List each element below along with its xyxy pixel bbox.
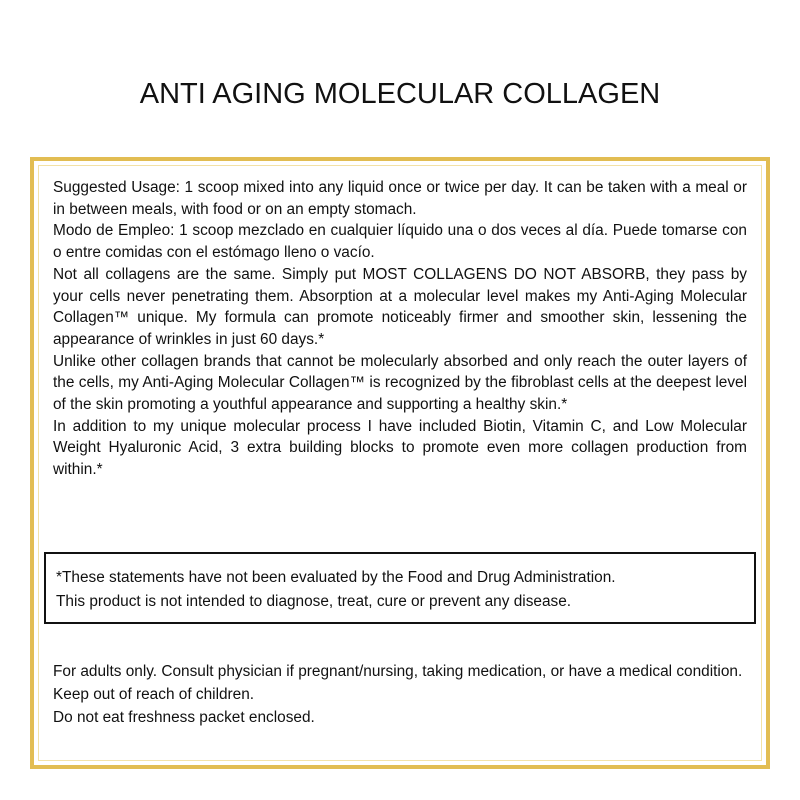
absorption-paragraph: Not all collagens are the same. Simply put MOST COLLAGENS DO NOT ABSORB, they pass by your cells never penetrating them. Absorption at a molecular level makes my Anti-Aging Molecular Collagen™ unique. My formula can promote noticeably firmer and smoother skin, lessening the appearance of wrinkles in just 60 days.*: [53, 265, 747, 348]
label-body-text: [53, 177, 747, 481]
fda-disclaimer-box: [44, 552, 756, 624]
fda-disclaimer-line-1: *These statements have not been evaluated by the Food and Drug Administration.: [56, 569, 616, 586]
warning-adults-only: For adults only. Consult physician if pregnant/nursing, taking medication, or have a medical condition. Keep out of reach of children.: [53, 663, 743, 703]
fda-disclaimer-line-2: This product is not intended to diagnose, treat, cure or prevent any disease.: [56, 593, 572, 610]
modo-de-empleo-paragraph: Modo de Empleo: 1 scoop mezclado en cualquier líquido una o dos veces al día. Puede tomarse con o entre comidas con el estómago lleno o vacío.: [53, 222, 747, 262]
fibroblast-paragraph: Unlike other collagen brands that cannot be molecularly absorbed and only reach the outer layers of the cells, my Anti-Aging Molecular Collagen™ is recognized by the fibroblast cells at the deepest level of the skin promoting a youthful appearance and supporting a healthy skin.*: [53, 352, 747, 414]
warning-freshness-packet: Do not eat freshness packet enclosed.: [53, 709, 315, 726]
page-title: ANTI AGING MOLECULAR COLLAGEN: [139, 78, 661, 110]
suggested-usage-paragraph: Suggested Usage: 1 scoop mixed into any liquid once or twice per day. It can be taken with a meal or in between meals, with food or on an empty stomach.: [53, 179, 747, 218]
warnings-text: [53, 660, 747, 729]
ingredients-paragraph: In addition to my unique molecular process I have included Biotin, Vitamin C, and Low Molecular Weight Hyaluronic Acid, 3 extra building blocks to promote even more collagen production from within.*: [53, 417, 747, 479]
